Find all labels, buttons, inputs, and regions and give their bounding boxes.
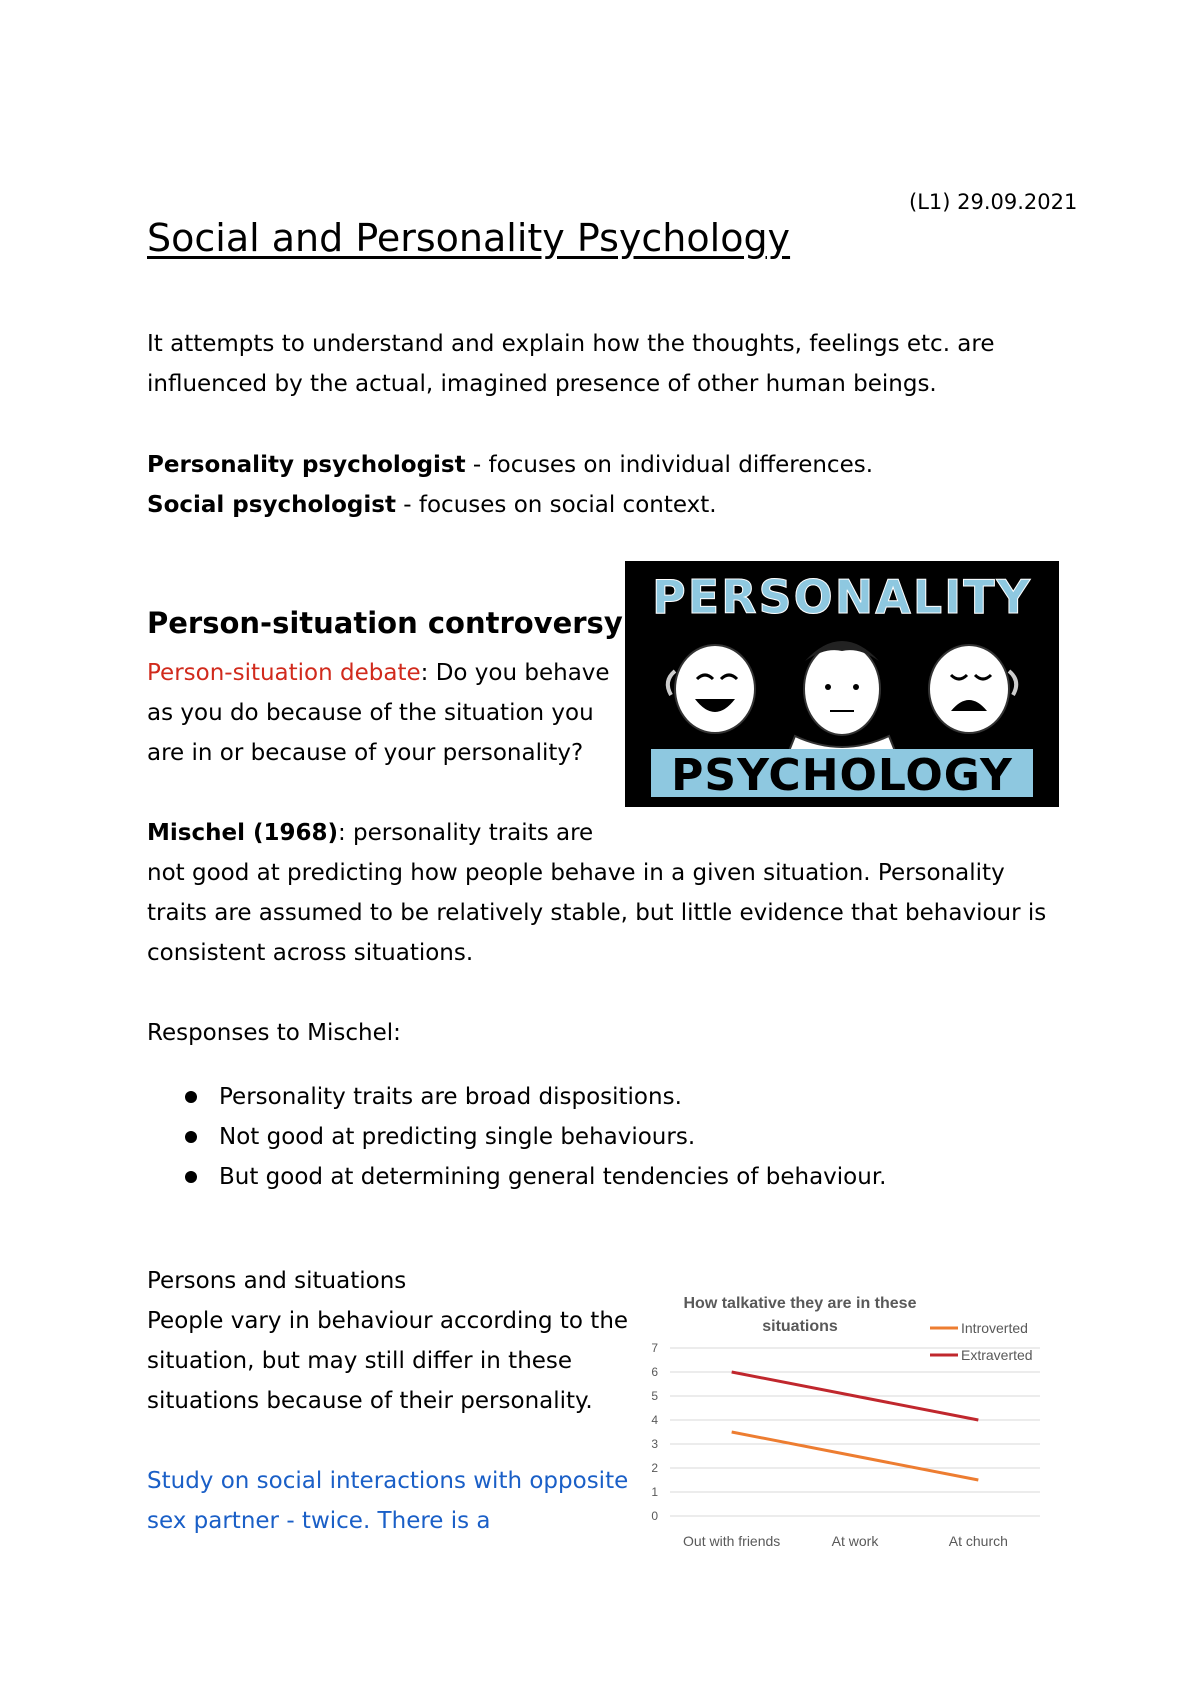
persons-line-2: situation, but may still differ in these: [147, 1348, 573, 1374]
list-item-text: Personality traits are broad dispositions.: [219, 1084, 682, 1110]
debate-line-2: as you do because of the situation you: [147, 700, 594, 726]
responses-label: Responses to Mischel:: [147, 1020, 401, 1046]
responses-list: [147, 1077, 886, 1197]
mischel-line-4: consistent across situations.: [147, 940, 474, 966]
chart-title-line-1: How talkative they are in these: [683, 1295, 917, 1312]
list-item-text: Not good at predicting single behaviours.: [219, 1124, 696, 1150]
x-category-label: At work: [831, 1533, 879, 1549]
bullet-icon: [185, 1171, 197, 1183]
logo-bottom-word: PSYCHOLOGY: [671, 750, 1013, 801]
debate-text: : Do you behave: [420, 660, 610, 686]
legend-label: Introverted: [961, 1320, 1028, 1336]
chart-y-ticks: [651, 1341, 658, 1523]
x-category-label: At church: [948, 1533, 1008, 1549]
chart-legend: [930, 1320, 1033, 1363]
mischel-term: Mischel (1968): [147, 820, 338, 846]
talkativeness-chart: [640, 1280, 1060, 1560]
chart-gridlines: [670, 1348, 1040, 1516]
y-tick-label: 4: [651, 1413, 658, 1427]
list-item: [147, 1117, 886, 1157]
mischel-text: : personality traits are: [338, 820, 594, 846]
definition-term: Personality psychologist: [147, 452, 466, 478]
intro-line-2: influenced by the actual, imagined presence of other human beings.: [147, 371, 937, 397]
definition-text: - focuses on social context.: [395, 492, 717, 518]
definition-text: - focuses on individual differences.: [465, 452, 874, 478]
debate-label: Person-situation debate: [147, 660, 421, 686]
list-item: [147, 1077, 886, 1117]
persons-line-1: People vary in behaviour according to the: [147, 1308, 629, 1334]
x-category-label: Out with friends: [683, 1533, 781, 1549]
page-title: Social and Personality Psychology: [147, 216, 791, 260]
y-tick-label: 3: [651, 1437, 658, 1451]
bullet-icon: [185, 1131, 197, 1143]
list-item-text: But good at determining general tendencies of behaviour.: [219, 1164, 887, 1190]
chart-series: [732, 1372, 979, 1480]
y-tick-label: 2: [651, 1461, 658, 1475]
bullet-icon: [185, 1091, 197, 1103]
persons-line-3: situations because of their personality.: [147, 1388, 593, 1414]
y-tick-label: 1: [651, 1485, 658, 1499]
study-line-2: sex partner - twice. There is a: [147, 1508, 491, 1534]
debate-line-1: [147, 653, 610, 693]
study-line-1: Study on social interactions with opposite: [147, 1468, 629, 1494]
lecture-date: (L1) 29.09.2021: [909, 190, 1078, 214]
mischel-line-1: [147, 813, 593, 853]
definition-social: [147, 485, 717, 525]
section-heading-controversy: Person-situation controversy: [147, 606, 623, 640]
mischel-line-2: not good at predicting how people behave in a given situation. Personality: [147, 860, 1005, 886]
chart-x-categories: [683, 1533, 1008, 1549]
debate-line-3: are in or because of your personality?: [147, 740, 584, 766]
section-heading-persons: Persons and situations: [147, 1268, 407, 1294]
y-tick-label: 6: [651, 1365, 658, 1379]
mischel-line-3: traits are assumed to be relatively stable, but little evidence that behaviour is: [147, 900, 1047, 926]
y-tick-label: 0: [651, 1509, 658, 1523]
list-item: [147, 1157, 886, 1197]
logo-top-word: PERSONALITY: [651, 570, 1033, 624]
chart-title-line-2: situations: [762, 1318, 838, 1335]
logo-graphic: [625, 561, 1059, 807]
definition-term: Social psychologist: [147, 492, 396, 518]
intro-line-1: It attempts to understand and explain how the thoughts, feelings etc. are: [147, 331, 995, 357]
series-line-introverted: [732, 1432, 979, 1480]
y-tick-label: 7: [651, 1341, 658, 1355]
personality-psychology-logo: [625, 561, 1059, 807]
y-tick-label: 5: [651, 1389, 658, 1403]
definition-personality: [147, 445, 873, 485]
legend-label: Extraverted: [961, 1347, 1033, 1363]
